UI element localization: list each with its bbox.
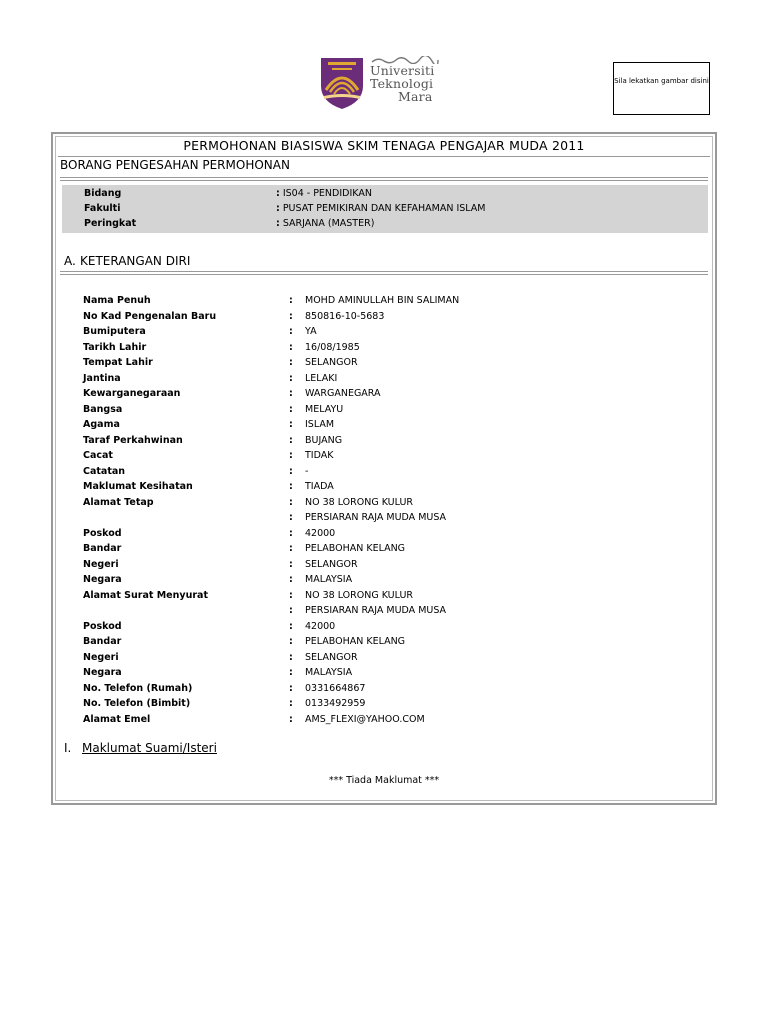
detail-value: TIADA [305, 481, 334, 492]
detail-row [83, 526, 683, 542]
detail-colon: : [289, 667, 293, 678]
detail-colon: : [289, 682, 293, 694]
detail-value: 0331664867 [305, 682, 366, 694]
detail-colon: : [289, 434, 293, 446]
detail-row [83, 324, 683, 340]
section-a-heading [64, 254, 190, 268]
detail-label: No Kad Pengenalan Baru [83, 310, 217, 322]
detail-row [83, 355, 683, 371]
subtitle-divider [60, 177, 708, 181]
detail-label: Agama [83, 419, 120, 430]
detail-colon: : [289, 341, 293, 353]
detail-colon: : [289, 620, 293, 632]
logo-line-2: Teknologi [370, 76, 434, 91]
detail-value: 42000 [305, 527, 336, 539]
detail-row [83, 309, 683, 325]
detail-label: No. Telefon (Bimbit) [83, 698, 191, 709]
detail-label: Kewarganegaraan [83, 388, 181, 399]
detail-colon: : [289, 326, 293, 337]
detail-colon: : [289, 419, 293, 430]
detail-row [83, 479, 683, 495]
detail-colon: : [289, 589, 293, 601]
detail-row [83, 386, 683, 402]
detail-value: NO 38 LORONG KULUR [305, 496, 414, 508]
application-summary [62, 185, 708, 233]
detail-row [83, 495, 683, 511]
detail-colon: : [289, 558, 293, 570]
detail-label: Nama Penuh [83, 295, 151, 306]
summary-label: Fakulti [84, 203, 121, 214]
detail-label: Maklumat Kesihatan [83, 481, 193, 492]
detail-value: 850816-10-5683 [305, 310, 385, 322]
detail-value: NO 38 LORONG KULUR [305, 589, 414, 601]
detail-value: MALAYSIA [305, 667, 353, 678]
photo-placeholder-text: Sila lekatkan gambar disini [614, 77, 709, 85]
detail-label: Negeri [83, 651, 119, 663]
detail-row [83, 696, 683, 712]
detail-row [83, 588, 683, 604]
detail-row [83, 448, 683, 464]
detail-colon: : [289, 713, 293, 725]
detail-value: TIDAK [305, 450, 334, 461]
detail-label: Bandar [83, 636, 122, 647]
detail-colon: : [289, 512, 293, 523]
detail-row [83, 634, 683, 650]
detail-colon: : [289, 481, 293, 492]
detail-value: PELABOHAN KELANG [305, 636, 406, 647]
detail-row [83, 603, 683, 619]
detail-label: Negara [83, 667, 122, 678]
detail-colon: : [289, 310, 293, 322]
detail-row [83, 650, 683, 666]
logo-line-1: Universiti [370, 63, 435, 78]
detail-label: Bandar [83, 543, 122, 554]
detail-colon: : [289, 372, 293, 384]
section-i-number: I. [64, 741, 72, 755]
detail-value: 42000 [305, 620, 336, 632]
summary-value: : SARJANA (MASTER) [276, 218, 375, 229]
detail-value: LELAKI [305, 372, 338, 384]
university-name [370, 64, 434, 103]
detail-label: Cacat [83, 450, 113, 461]
detail-colon: : [289, 651, 293, 663]
summary-label: Peringkat [84, 218, 137, 229]
detail-colon: : [289, 388, 293, 399]
detail-row [83, 371, 683, 387]
form-subtitle: BORANG PENGESAHAN PERMOHONAN [60, 158, 290, 172]
detail-label: Alamat Tetap [83, 496, 154, 508]
detail-colon: : [289, 698, 293, 709]
detail-colon: : [289, 496, 293, 508]
section-i-heading [64, 741, 217, 755]
detail-value: PERSIARAN RAJA MUDA MUSA [305, 512, 447, 523]
detail-row [83, 417, 683, 433]
detail-colon: : [289, 465, 293, 477]
detail-row [83, 510, 683, 526]
detail-row [83, 619, 683, 635]
detail-row [83, 557, 683, 573]
detail-row [83, 340, 683, 356]
detail-label: Negara [83, 574, 122, 585]
section-i-title: Maklumat Suami/Isteri [82, 741, 217, 755]
detail-colon: : [289, 543, 293, 554]
detail-value: MALAYSIA [305, 574, 353, 585]
detail-row [83, 681, 683, 697]
detail-label: Tempat Lahir [83, 357, 153, 368]
detail-value: MELAYU [305, 403, 344, 415]
title-divider [58, 156, 710, 157]
form-title: PERMOHONAN BIASISWA SKIM TENAGA PENGAJAR MUDA 2011 [183, 138, 585, 153]
detail-value: AMS_FLEXI@YAHOO.COM [305, 713, 425, 725]
detail-colon: : [289, 605, 293, 616]
detail-value: WARGANEGARA [305, 388, 381, 399]
detail-colon: : [289, 357, 293, 368]
detail-value: YA [305, 326, 317, 337]
detail-label: Poskod [83, 527, 122, 539]
detail-label: Jantina [83, 372, 121, 384]
photo-placeholder [613, 62, 710, 115]
detail-value: 16/08/1985 [305, 341, 360, 353]
detail-row [83, 541, 683, 557]
detail-value: - [305, 465, 309, 477]
detail-label: Poskod [83, 620, 122, 632]
uitm-logo [318, 56, 448, 112]
detail-value: PELABOHAN KELANG [305, 543, 406, 554]
uitm-crest-icon [318, 56, 366, 110]
summary-value: : PUSAT PEMIKIRAN DAN KEFAHAMAN ISLAM [276, 203, 486, 214]
form-frame [51, 132, 717, 805]
detail-label: No. Telefon (Rumah) [83, 682, 193, 694]
detail-row [83, 402, 683, 418]
detail-colon: : [289, 403, 293, 415]
personal-details [83, 293, 683, 727]
detail-value: PERSIARAN RAJA MUDA MUSA [305, 605, 447, 616]
section-a-divider [60, 271, 708, 275]
detail-value: ISLAM [305, 419, 335, 430]
section-a-number: A. [64, 254, 76, 268]
detail-value: SELANGOR [305, 651, 358, 663]
detail-row [83, 665, 683, 681]
detail-value: MOHD AMINULLAH BIN SALIMAN [305, 295, 460, 306]
detail-label: Taraf Perkahwinan [83, 434, 183, 446]
detail-label: Bangsa [83, 403, 123, 415]
section-a-title: KETERANGAN DIRI [80, 254, 191, 268]
detail-row [83, 293, 683, 309]
detail-row [83, 464, 683, 480]
detail-label: Bumiputera [83, 326, 146, 337]
detail-colon: : [289, 574, 293, 585]
detail-value: BUJANG [305, 434, 343, 446]
detail-value: 0133492959 [305, 698, 366, 709]
detail-colon: : [289, 450, 293, 461]
summary-value: : IS04 - PENDIDIKAN [276, 188, 372, 199]
logo-line-3: Mara [398, 89, 433, 104]
summary-label: Bidang [84, 188, 122, 199]
detail-label: Alamat Surat Menyurat [83, 589, 208, 601]
detail-label: Negeri [83, 558, 119, 570]
detail-row [83, 433, 683, 449]
detail-value: SELANGOR [305, 558, 358, 570]
detail-colon: : [289, 295, 293, 306]
form-inner [55, 136, 713, 801]
detail-label: Tarikh Lahir [83, 341, 147, 353]
detail-label: Catatan [83, 465, 126, 477]
detail-label: Alamat Emel [83, 713, 151, 725]
detail-value: SELANGOR [305, 357, 358, 368]
detail-colon: : [289, 636, 293, 647]
detail-row [83, 712, 683, 728]
no-info-text: *** Tiada Maklumat *** [328, 775, 440, 786]
detail-row [83, 572, 683, 588]
detail-colon: : [289, 527, 293, 539]
